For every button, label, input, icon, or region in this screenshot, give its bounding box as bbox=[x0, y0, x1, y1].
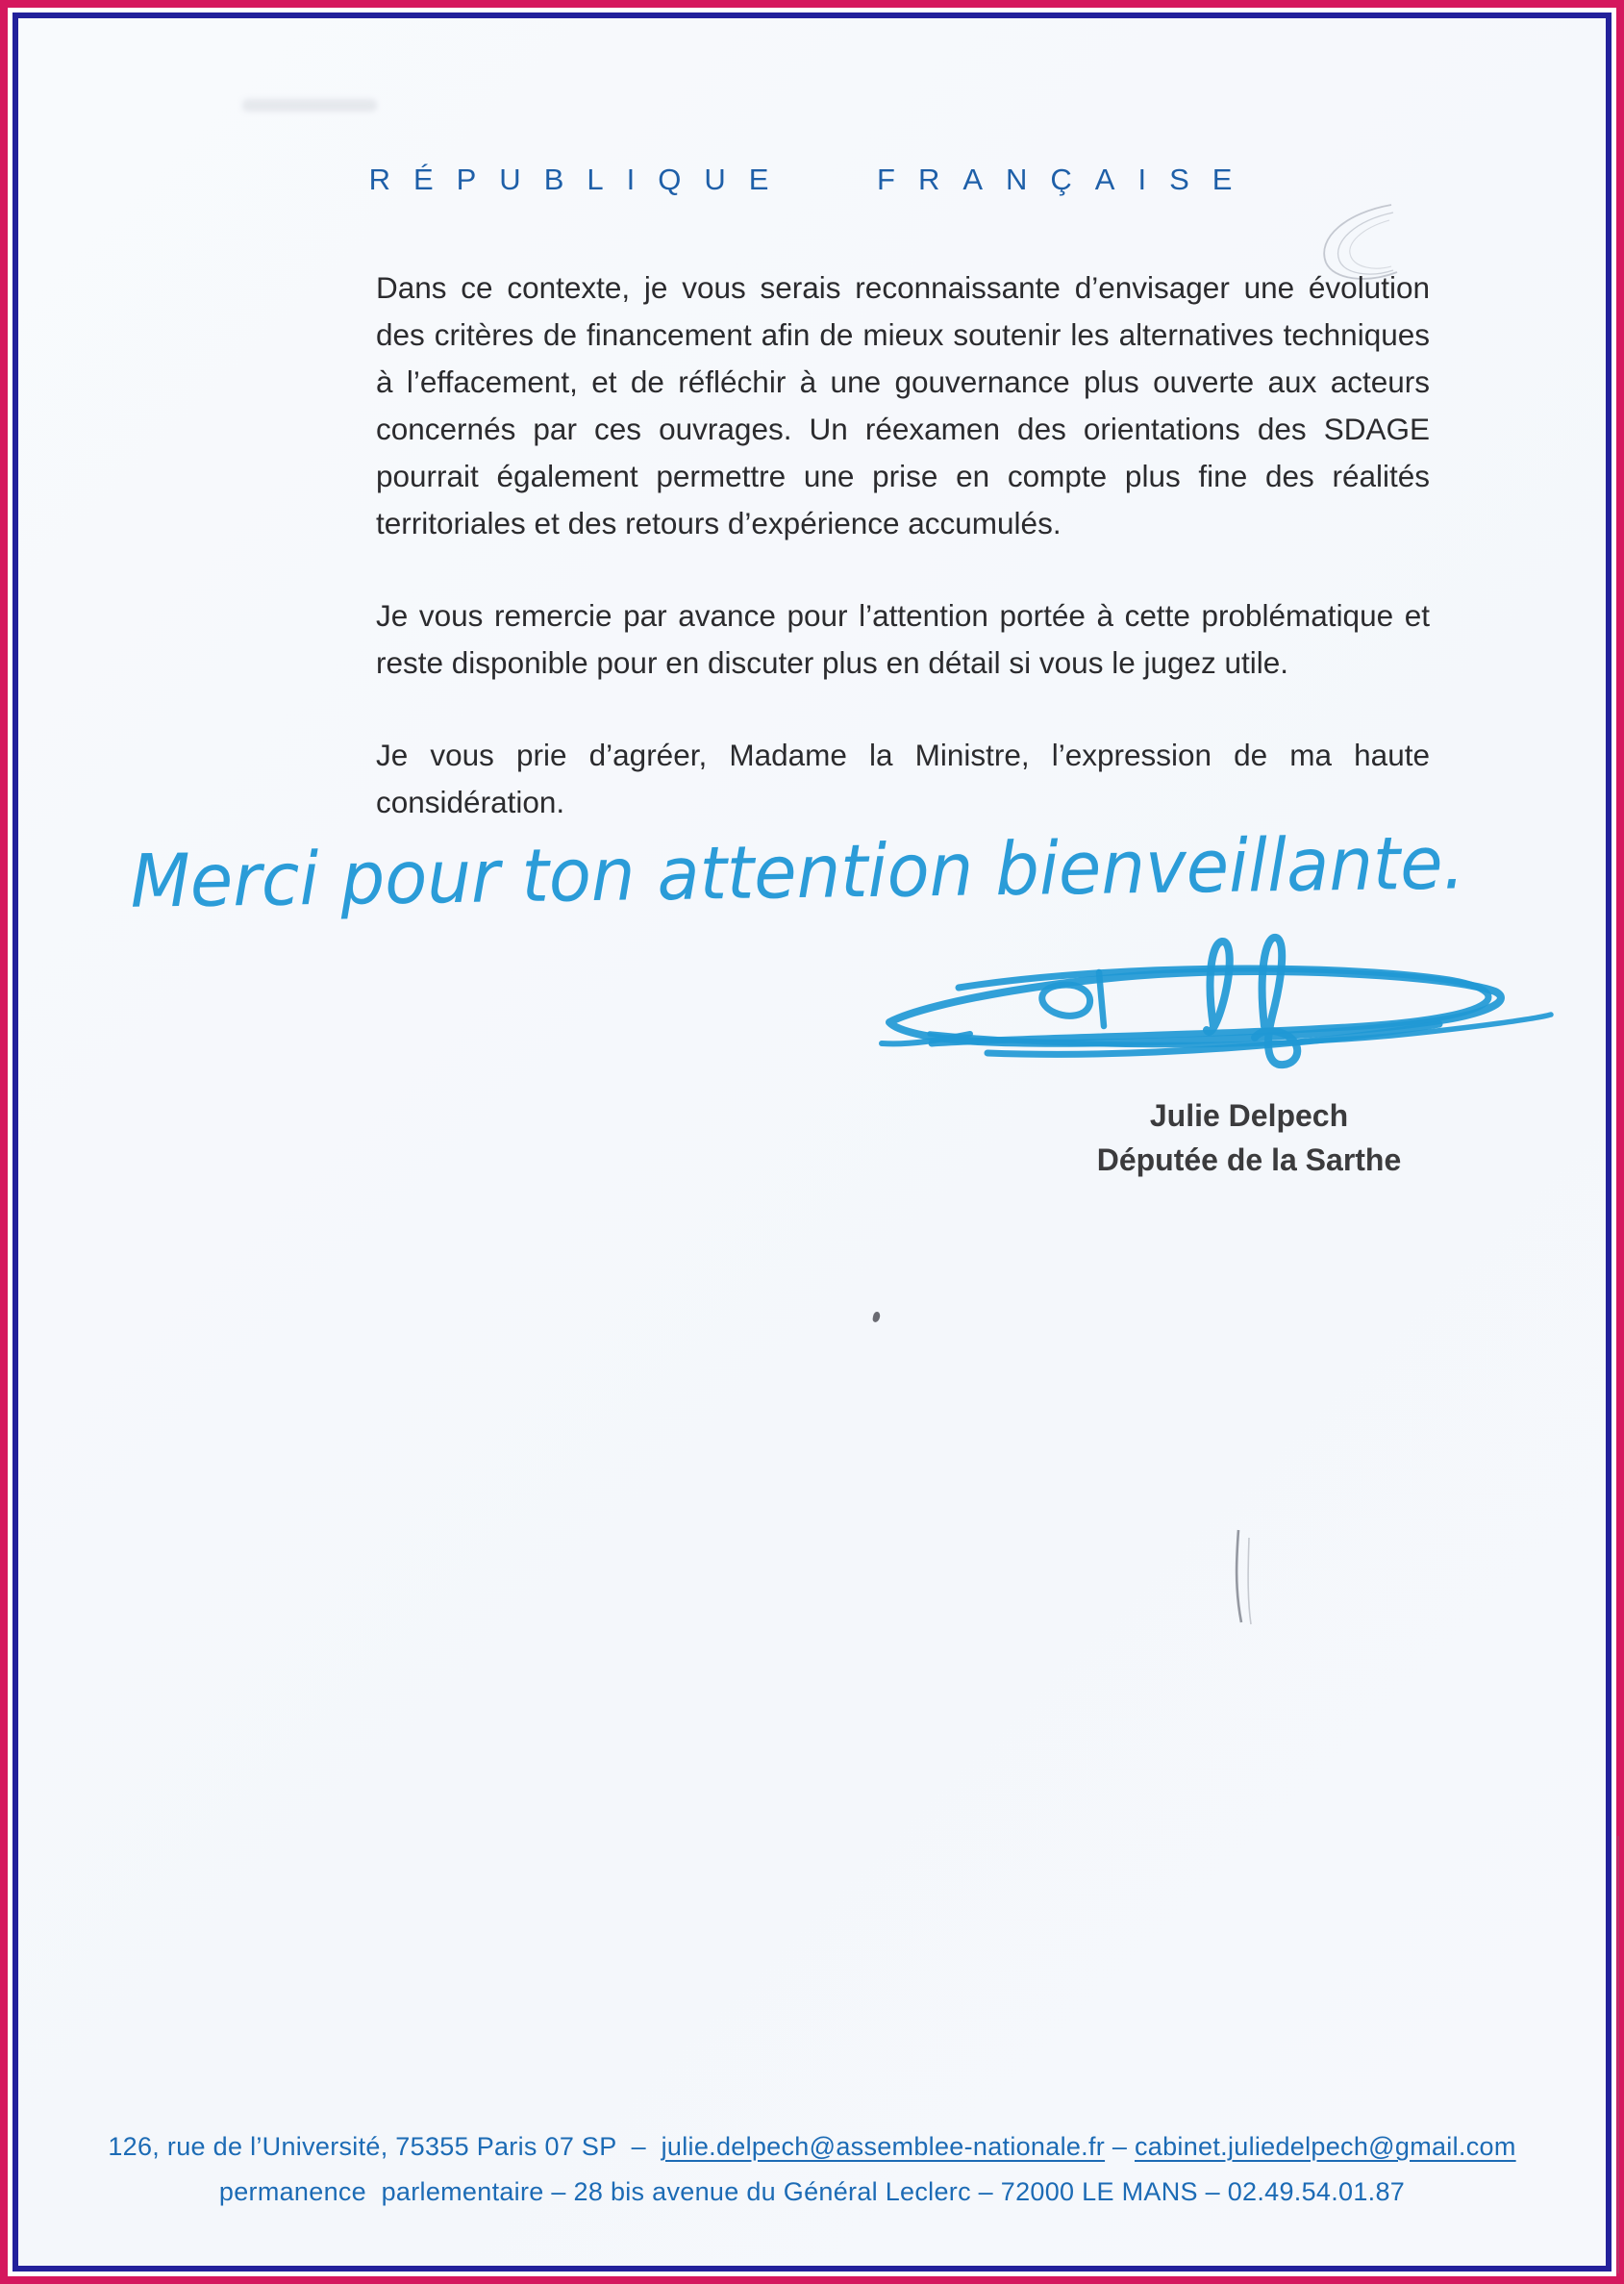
footer-address: 126, rue de l’Université, 75355 Paris 07 SP bbox=[108, 2132, 617, 2161]
paragraph-context: Dans ce contexte, je vous serais reconnaissante d’envisager une évolution des critères de financement afin de mieux soutenir les alternatives techniques à l’effacement, et de réfléchir à une gouvernance plus ouverte aux acteurs concernés par ces ouvrages. Un réexamen des orientations des SDAGE pourrait également permettre une prise en compte plus fine des réalités territoriales et des retours d’expérience accumulés. bbox=[376, 270, 1430, 540]
signature-scribble bbox=[872, 930, 1557, 1084]
footer-line1 bbox=[18, 2132, 1606, 2162]
scan-smudge bbox=[242, 99, 377, 112]
footer-separator-1: – bbox=[616, 2132, 662, 2161]
signer-block bbox=[970, 1093, 1528, 1182]
scan-speck bbox=[872, 1311, 881, 1322]
scan-edge-line bbox=[1617, 1836, 1619, 2273]
paragraph-closing: Je vous prie d’agréer, Madame la Ministre, l’expression de ma haute considération. bbox=[376, 738, 1430, 819]
scan-scratch bbox=[1225, 1528, 1258, 1628]
frame-inner-blue-border bbox=[12, 13, 1612, 2271]
handwritten-note-text: Merci pour ton attention bienveillante. bbox=[129, 818, 1481, 924]
footer-email-cabinet-link[interactable]: cabinet.juliedelpech@gmail.com bbox=[1135, 2132, 1516, 2161]
handwritten-note bbox=[118, 795, 1481, 944]
signer-role: Députée de la Sarthe bbox=[1096, 1142, 1402, 1177]
footer-email-assemblee-link[interactable]: julie.delpech@assemblee-nationale.fr bbox=[661, 2132, 1106, 2161]
footer-line2: permanence parlementaire – 28 bis avenue du Général Leclerc – 72000 LE MANS – 02.49.54.01.87 bbox=[218, 2177, 1406, 2206]
signer-name: Julie Delpech bbox=[1149, 1098, 1349, 1133]
letter-page-background bbox=[18, 18, 1606, 2266]
footer-separator-2: – bbox=[1105, 2132, 1135, 2161]
frame-white-gap bbox=[8, 8, 1616, 2276]
republique-francaise-header: RÉPUBLIQUE FRANÇAISE bbox=[368, 163, 1256, 196]
letter-body bbox=[376, 264, 1430, 826]
paragraph-thanks: Je vous remercie par avance pour l’attention portée à cette problématique et reste disponible pour en discuter plus en détail si vous le jugez utile. bbox=[376, 598, 1430, 680]
